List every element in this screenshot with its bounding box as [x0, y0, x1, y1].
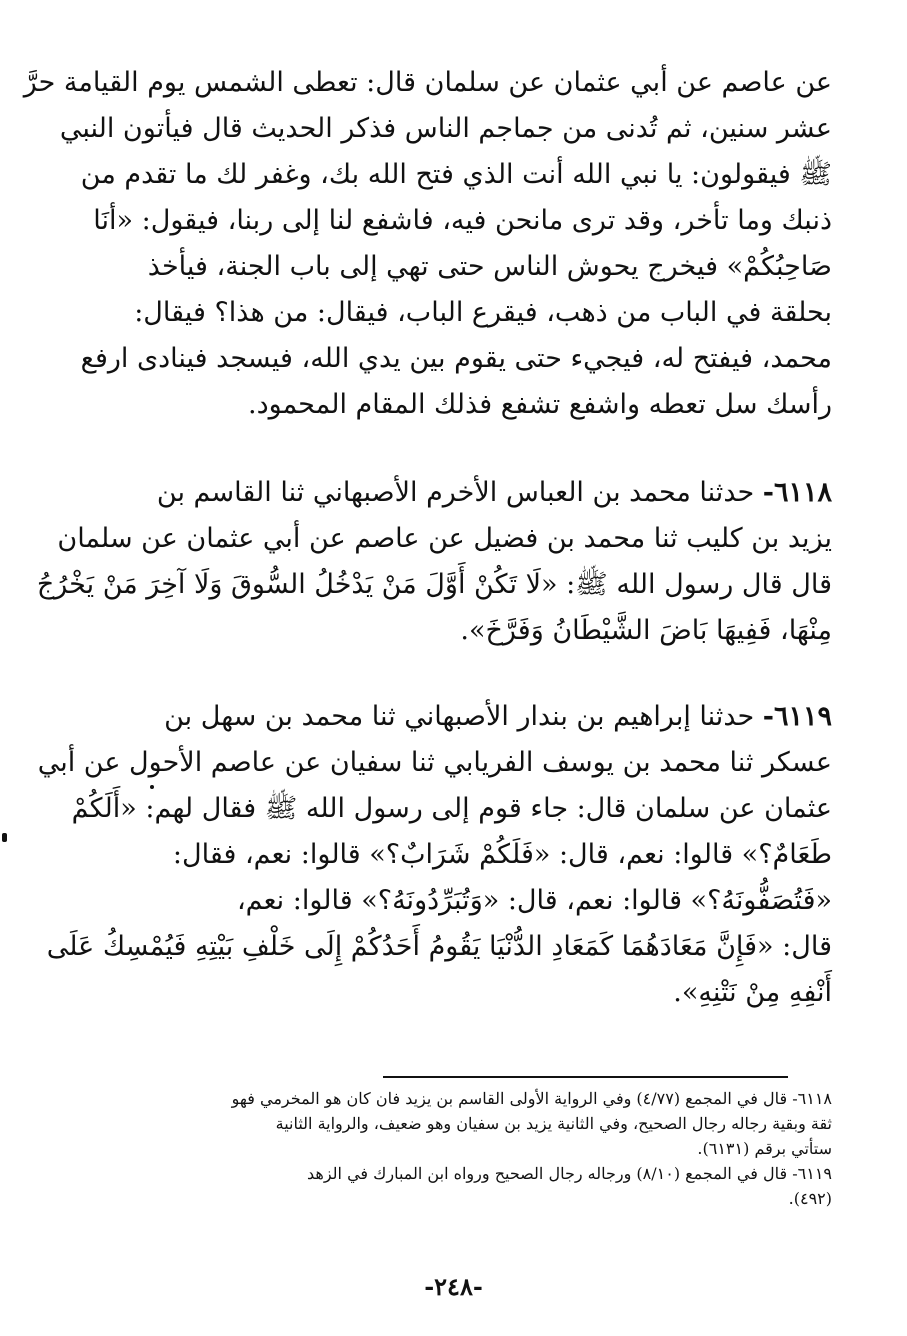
footnote-separator: [383, 1076, 788, 1078]
page-number: -٢٤٨-: [424, 1272, 483, 1301]
text-line: يزيد بن كليب ثنا محمد بن فضيل عن عاصم عن أبي عثمان عن سلمان: [57, 523, 832, 554]
text-line: ذنبك وما تأخر، وقد ترى مانحن فيه، فاشفع لنا إلى ربنا، فيقول: «أنَا: [93, 205, 832, 236]
text-line: بحلقة في الباب من ذهب، فيقرع الباب، فيقال: من هذا؟ فيقال:: [134, 297, 832, 328]
hadith-6119: [37, 694, 832, 1016]
text-line: [132, 694, 832, 740]
text-line: طَعَامٌ؟» قالوا: نعم، قال: «فَلَكُمْ شَرَابٌ؟» قالوا: نعم، فقال:: [172, 839, 832, 870]
text-line: ﷺ فيقولون: يا نبي الله أنت الذي فتح الله بك، وغفر لك ما تقدم من: [80, 159, 832, 190]
footnote-line: (٤٩٢).: [788, 1189, 832, 1208]
footnote-line: ٦١١٨- قال في المجمع (٤/٧٧) وفي الرواية الأولى القاسم بن يزيد فان كان هو المخرمي فهو: [231, 1089, 832, 1108]
text-line: صَاحِبُكُمْ» فيخرج يحوش الناس حتى تهي إلى باب الجنة، فيأخذ: [147, 251, 832, 282]
text-line: عن عاصم عن أبي عثمان عن سلمان قال: تعطى الشمس يوم القيامة حرَّ: [23, 67, 832, 98]
text-line: قال: «فَإِنَّ مَعَادَهُمَا كَمَعَادِ الدُّنْيَا يَقُومُ أَحَدُكُمْ إِلَى خَلْفِ بَيْتِهِ فَيُمْسِكُ عَلَى: [46, 931, 832, 962]
footnote-line: ٦١١٩- قال في المجمع (٨/١٠) ورجاله رجال الصحيح ورواه ابن المبارك في الزهد: [307, 1164, 832, 1183]
footnotes: [122, 1086, 832, 1211]
text-line: مِنْهَا، فَفِيهَا بَاضَ الشَّيْطَانُ وَفَرَّخَ».: [460, 615, 832, 646]
ink-speck: [150, 785, 154, 789]
footnote-line: ستأتي برقم (٦١٣١).: [697, 1139, 832, 1158]
hadith-6118: [36, 470, 832, 654]
text-line-content: حدثنا محمد بن العباس الأخرم الأصبهاني ثنا القاسم بن: [156, 477, 763, 508]
text-line: عسكر ثنا محمد بن يوسف الفريابي ثنا سفيان عن عاصم الأحول عن أبي: [37, 747, 832, 778]
text-line: [132, 470, 832, 516]
paragraph-continuation: [23, 60, 832, 428]
text-line: «فَتُصَفُّونَهُ؟» قالوا: نعم، قال: «وَتُبَرِّدُونَهُ؟» قالوا: نعم،: [236, 885, 832, 916]
hadith-number: ٦١١٨-: [762, 477, 832, 508]
text-line: قال قال رسول الله ﷺ: «لَا تَكُنْ أَوَّلَ مَنْ يَدْخُلُ السُّوقَ وَلَا آخِرَ مَنْ يَخْرُجُ: [36, 569, 832, 600]
text-line: أَنْفِهِ مِنْ نَتْنِهِ».: [673, 977, 832, 1008]
text-line: عثمان عن سلمان قال: جاء قوم إلى رسول الله ﷺ فقال لهم: «أَلَكُمْ: [71, 793, 832, 824]
hadith-number: ٦١١٩-: [762, 701, 832, 732]
text-line-content: حدثنا إبراهيم بن بندار الأصبهاني ثنا محمد بن سهل بن: [164, 701, 763, 732]
footnote-line: ثقة وبقية رجاله رجال الصحيح، وفي الثانية يزيد بن سفيان وهو ضعيف، والرواية الثانية: [275, 1114, 832, 1133]
margin-mark: [2, 833, 7, 842]
text-line: رأسك سل تعطه واشفع تشفع فذلك المقام المحمود.: [248, 389, 832, 420]
text-line: عشر سنين، ثم تُدنى من جماجم الناس فذكر الحديث قال فيأتون النبي: [59, 113, 832, 144]
text-line: محمد، فيفتح له، فيجيء حتى يقوم بين يدي الله، فيسجد فينادى ارفع: [80, 343, 832, 374]
